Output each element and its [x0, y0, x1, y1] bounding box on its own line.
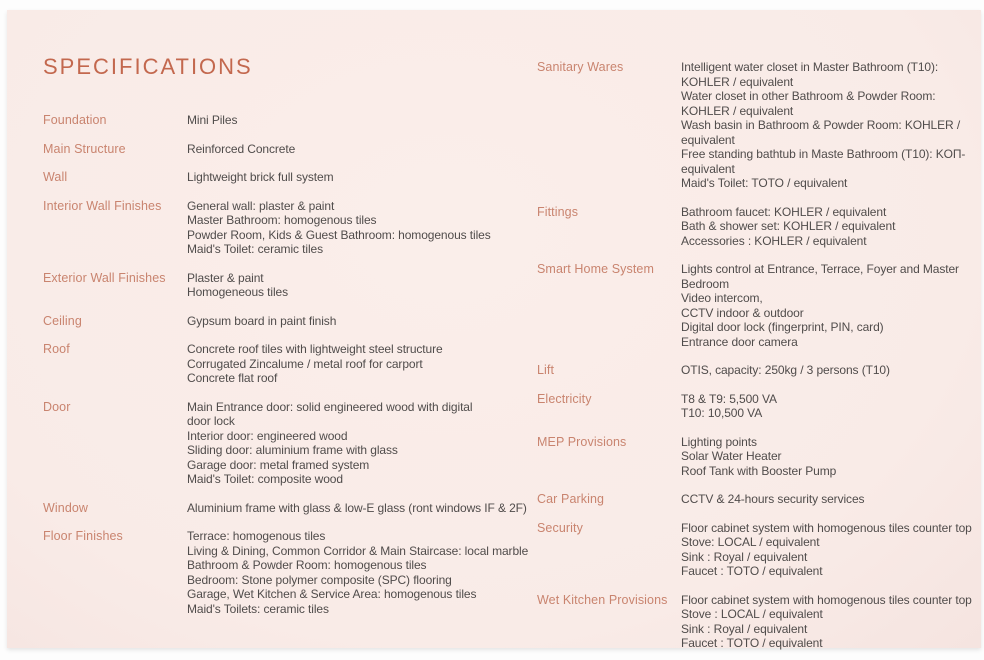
- spec-line: Bedroom: Stone polymer composite (SPC) flooring: [187, 572, 452, 587]
- spec-label: Wet Kitchen Provisions: [537, 592, 668, 607]
- spec-line: Aluminium frame with glass & low-E glass (ront windows IF & 2F): [187, 500, 527, 515]
- spec-line: equivalent: [681, 132, 735, 147]
- spec-row-window: [43, 501, 535, 516]
- spec-line: Free standing bathtub in Maste Bathroom (T10): KOП-: [681, 147, 966, 161]
- spec-line: Stove : LOCAL / equivalent: [681, 607, 823, 621]
- spec-row-lift: [537, 363, 984, 378]
- spec-label: Car Parking: [537, 492, 605, 506]
- spec-line: Living & Dining, Common Corridor & Main Staircase: local marble: [187, 543, 529, 558]
- spec-line: Main Entrance door: solid engineered wood with digital: [187, 399, 473, 414]
- spec-row-car-parking: [537, 492, 984, 507]
- spec-line: Corrugated Zincalume / metal roof for carport: [187, 356, 423, 371]
- spec-row-floor-finishes: [43, 529, 535, 616]
- spec-line: Powder Room, Kids & Guest Bathroom: homogenous tiles: [187, 227, 491, 242]
- spec-line: Plaster & paint: [187, 270, 264, 285]
- spec-line: Sliding door: aluminium frame with glass: [187, 443, 398, 457]
- spec-line: Reinforced Concrete: [187, 141, 296, 156]
- spec-line: Water closet in other Bathroom & Powder Room:: [681, 89, 936, 103]
- spec-label: Roof: [43, 342, 70, 356]
- spec-line: Floor cabinet system with homogenous tiles counter top: [681, 592, 972, 607]
- spec-row-wall: [43, 170, 535, 185]
- spec-value: [187, 170, 535, 185]
- spec-value: [681, 492, 984, 507]
- spec-row-foundation: [43, 113, 535, 128]
- spec-line: Bathroom & Powder Room: homogenous tiles: [187, 558, 427, 572]
- spec-row-sanitary-wares: [537, 60, 984, 191]
- spec-line: Master Bathroom: homogenous tiles: [187, 213, 377, 227]
- spec-line: Roof Tank with Booster Pump: [681, 463, 837, 478]
- spec-line: Video intercom,: [681, 291, 763, 305]
- spec-value: [187, 501, 535, 516]
- spec-label: Foundation: [43, 113, 107, 127]
- spec-line: Digital door lock (fingerprint, PIN, card): [681, 320, 884, 334]
- spec-line: General wall: plaster & paint: [187, 198, 335, 213]
- spec-line: Bathroom faucet: KOHLER / equivalent: [681, 204, 887, 219]
- spec-row-security: [537, 521, 984, 579]
- spec-label: Sanitary Wares: [537, 60, 624, 74]
- spec-line: door lock: [187, 414, 235, 428]
- spec-row-exterior-wall-finishes: [43, 271, 535, 300]
- spec-line: Concrete flat roof: [187, 371, 278, 385]
- spec-line: Maid's Toilets: ceramic tiles: [187, 601, 329, 616]
- spec-column-left: [43, 113, 535, 616]
- spec-label: Lift: [537, 363, 555, 377]
- spec-value: [187, 529, 535, 616]
- spec-label: Electricity: [537, 391, 592, 406]
- spec-line: Sink : Royal / equivalent: [681, 549, 808, 564]
- spec-value: [681, 60, 984, 191]
- spec-line: Terrace: homogenous tiles: [187, 529, 326, 543]
- spec-line: Gypsum board in paint finish: [187, 313, 337, 328]
- spec-value: [187, 314, 535, 329]
- spec-row-smart-home-system: [537, 262, 984, 349]
- spec-value: [681, 262, 984, 349]
- spec-line: KOHLER / equivalent: [681, 74, 794, 89]
- spec-label: Smart Home System: [537, 262, 655, 276]
- spec-line: Maid's Toilet: TOTO / equivalent: [681, 176, 848, 190]
- spec-value: [187, 113, 535, 128]
- spec-line: Intelligent water closet in Master Bathroom (T10):: [681, 60, 939, 74]
- spec-value: [187, 199, 535, 257]
- spec-line: KOHLER / equivalent: [681, 103, 794, 118]
- spec-line: Mini Piles: [187, 113, 238, 127]
- spec-line: Maid's Toilet: ceramic tiles: [187, 242, 323, 256]
- spec-value: [681, 593, 984, 651]
- spec-row-ceiling: [43, 314, 535, 329]
- spec-label: Main Structure: [43, 141, 126, 156]
- spec-value: [187, 400, 535, 487]
- spec-label: Ceiling: [43, 313, 82, 328]
- spec-label: Wall: [43, 170, 68, 184]
- spec-line: equivalent: [681, 161, 735, 176]
- spec-line: Lightweight brick full system: [187, 170, 334, 184]
- spec-row-fittings: [537, 205, 984, 249]
- spec-line: Floor cabinet system with homogenous tiles counter top: [681, 520, 972, 535]
- spec-line: Garage, Wet Kitchen & Service Area: homogenous tiles: [187, 587, 477, 601]
- spec-value: [681, 363, 984, 378]
- spec-label: Fittings: [537, 204, 579, 219]
- spec-line: Homogeneous tiles: [187, 285, 289, 299]
- spec-line: CCTV indoor & outdoor: [681, 305, 804, 320]
- spec-value: [681, 205, 984, 249]
- spec-row-electricity: [537, 392, 984, 421]
- spec-value: [681, 435, 984, 479]
- spec-row-mep-provisions: [537, 435, 984, 479]
- spec-row-interior-wall-finishes: [43, 199, 535, 257]
- spec-row-door: [43, 400, 535, 487]
- spec-row-roof: [43, 342, 535, 386]
- spec-value: [681, 521, 984, 579]
- spec-line: CCTV & 24-hours security services: [681, 492, 865, 506]
- spec-line: T8 & T9: 5,500 VA: [681, 391, 777, 406]
- spec-label: Interior Wall Finishes: [43, 198, 162, 213]
- spec-line: Maid's Toilet: composite wood: [187, 472, 343, 486]
- spec-line: T10: 10,500 VA: [681, 406, 763, 420]
- spec-line: Garage door: metal framed system: [187, 457, 370, 472]
- spec-line: Wash basin in Bathroom & Powder Room: KOHLER /: [681, 118, 961, 132]
- spec-row-main-structure: [43, 142, 535, 157]
- specifications-page: [7, 10, 981, 648]
- spec-value: [187, 342, 535, 386]
- spec-label: Door: [43, 399, 71, 414]
- spec-line: Bedroom: [681, 276, 729, 291]
- spec-label: Window: [43, 500, 89, 515]
- spec-line: OTIS, capacity: 250kg / 3 persons (T10): [681, 363, 890, 377]
- spec-line: Sink : Royal / equivalent: [681, 621, 808, 636]
- spec-line: Faucet : TOTO / equivalent: [681, 636, 823, 650]
- spec-line: Stove: LOCAL / equivalent: [681, 535, 820, 549]
- spec-value: [187, 142, 535, 157]
- spec-line: Lights control at Entrance, Terrace, Foyer and Master: [681, 262, 959, 276]
- spec-line: Faucet : TOTO / equivalent: [681, 564, 823, 578]
- spec-line: Interior door: engineered wood: [187, 428, 348, 443]
- spec-label: MEP Provisions: [537, 434, 627, 449]
- spec-line: Solar Water Heater: [681, 449, 782, 463]
- spec-label: Floor Finishes: [43, 529, 123, 543]
- spec-line: Lighting points: [681, 434, 757, 449]
- spec-line: Bath & shower set: KOHLER / equivalent: [681, 219, 896, 233]
- spec-row-wet-kitchen-provisions: [537, 593, 984, 651]
- spec-line: Concrete roof tiles with lightweight steel structure: [187, 342, 443, 356]
- spec-line: Accessories : KOHLER / equivalent: [681, 233, 867, 248]
- spec-value: [187, 271, 535, 300]
- spec-value: [681, 392, 984, 421]
- spec-column-right: [537, 60, 984, 651]
- spec-line: Entrance door camera: [681, 334, 798, 349]
- spec-label: Security: [537, 520, 583, 535]
- page-title: SPECIFICATIONS: [43, 54, 253, 79]
- spec-label: Exterior Wall Finishes: [43, 270, 166, 285]
